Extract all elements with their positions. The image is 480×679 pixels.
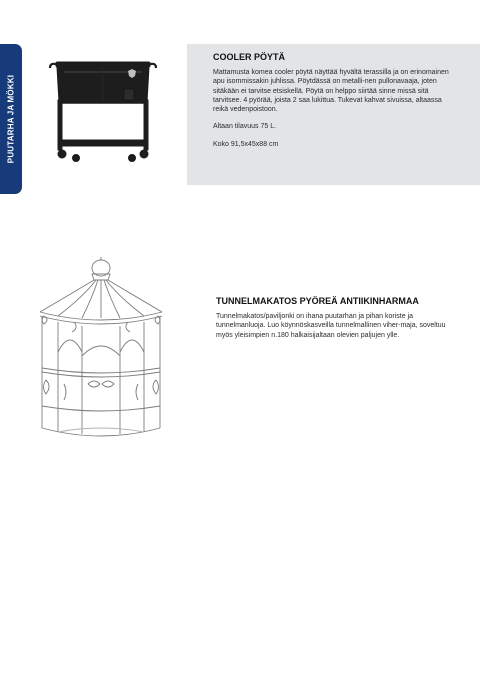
- gazebo-image: [34, 256, 168, 438]
- cooler-description: Mattamusta komea cooler pöytä näyttää hyvältä terassilla ja on erinomainen apu isommissakin juhlissa. Pöytdässä on metalli-nen pullonavaaja, joten sitäkään ei tarvitse etsiskellä. Pöytä on helppo siirtää sinne missä sitä tarvitsee. 4 pyörää, joista 2 saa lukittua. Tukevat kahvat sivuissa, altaassa reikä vedenpoistoon.: [213, 69, 449, 114]
- cooler-title: COOLER PÖYTÄ: [213, 52, 286, 62]
- gazebo-title: TUNNELMAKATOS PYÖREÄ ANTIIKINHARMAA: [216, 296, 419, 306]
- gazebo-description: Tunnelmakatos/paviljonki on ihana puutarhan ja pihan koriste ja tunnelmanluoja. Luo köynnöskasveilla tunnelmallinen viher-maja, soveltuu myös yleisimpien n.180 halkaisijaltaan olevien paljujen ylle.: [216, 313, 446, 339]
- cooler-table-image: [46, 56, 160, 168]
- side-section-label: PUUTARHA JA MÖKKI: [6, 74, 16, 164]
- cooler-capacity: Altaan tilavuus 75 L.: [213, 123, 277, 131]
- cooler-size: Koko 91,5x45x88 cm: [213, 140, 279, 148]
- gazebo-info: [216, 296, 448, 348]
- cooler-info-box: [187, 44, 480, 185]
